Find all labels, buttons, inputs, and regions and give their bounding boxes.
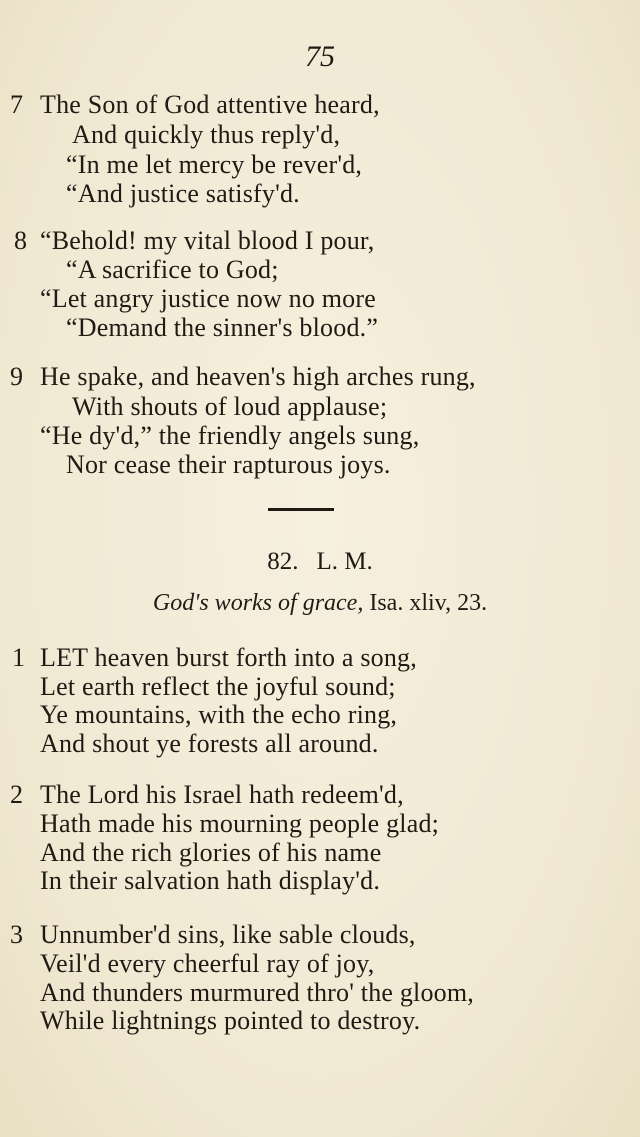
verse-line: Ye mountains, with the echo ring, [40,700,398,729]
verse-line: While lightnings pointed to destroy. [40,1006,421,1035]
verse-number: 3 [10,920,23,949]
verse-line: “He dy'd,” the friendly angels sung, [40,421,420,450]
hymn-meter: L. M. [316,548,373,575]
verse-line: LET heaven burst forth into a song, [40,643,417,672]
hymn-subtitle-title: God's works of grace, [152,590,364,616]
verse-line: “And justice satisfy'd. [66,179,300,208]
verse-line: The Son of God attentive heard, [40,90,380,119]
verse-line: “Behold! my vital blood I pour, [40,226,375,255]
verse-line: Nor cease their rapturous joys. [66,450,391,479]
verse-number: 2 [10,780,23,809]
section-divider [268,508,334,511]
verse-line: The Lord his Israel hath redeem'd, [40,780,404,809]
hymn-number: 82. [267,548,299,575]
verse-line: “Let angry justice now no more [40,284,376,313]
verse-line: “Demand the sinner's blood.” [66,313,379,342]
verse-line: Unnumber'd sins, like sable clouds, [40,920,416,949]
verse-number: 8 [14,226,27,255]
verse-line: Let earth reflect the joyful sound; [40,672,396,701]
verse-line: Hath made his mourning people glad; [40,809,440,838]
verse-line: And shout ye forests all around. [40,729,379,758]
verse-line: With shouts of loud applause; [72,392,388,421]
verse-line: And quickly thus reply'd, [72,120,341,149]
verse-line: “A sacrifice to God; [66,255,279,284]
verse-number: 9 [10,362,23,391]
hymn-subtitle [0,590,640,617]
verse-number: 1 [12,643,25,672]
verse-line: He spake, and heaven's high arches rung, [40,362,476,391]
verse-line: “In me let mercy be rever'd, [66,150,363,179]
verse-number: 7 [10,90,23,119]
verse-line: And thunders murmured thro' the gloom, [40,978,474,1007]
verse-line: Veil'd every cheerful ray of joy, [40,949,375,978]
hymn-subtitle-reference: Isa. xliv, 23. [369,590,488,616]
hymn-heading [0,548,640,576]
verse-line: And the rich glories of his name [40,838,382,867]
verse-line: In their salvation hath display'd. [40,866,381,895]
page-number: 75 [305,40,335,73]
